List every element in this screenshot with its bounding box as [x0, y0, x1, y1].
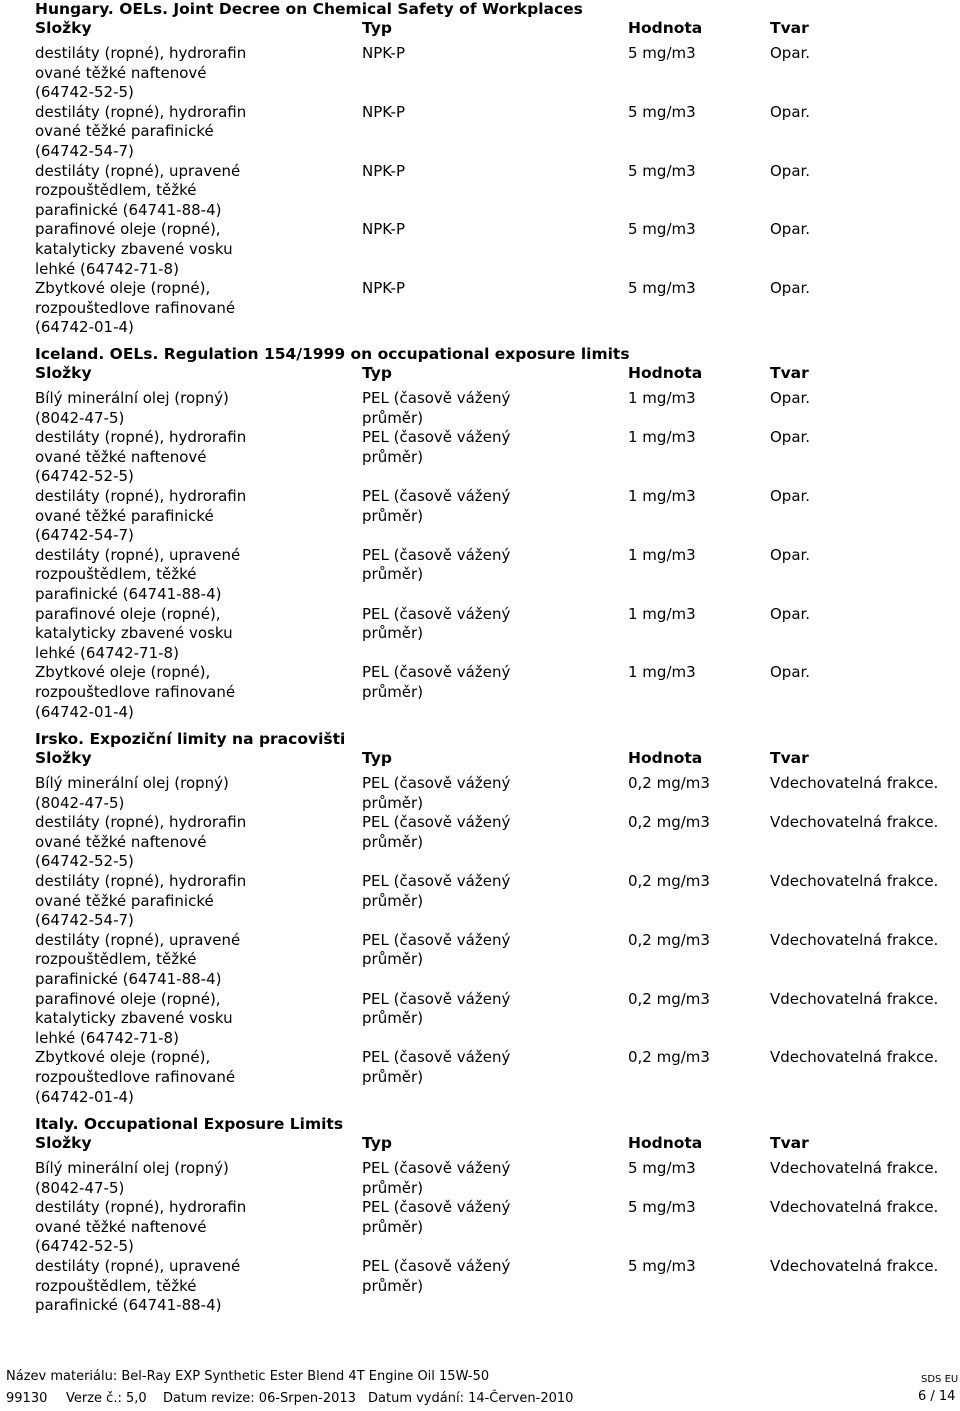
component-name-line: (64742-54-7): [35, 142, 134, 160]
component-name-line: (64742-52-5): [35, 1237, 134, 1256]
column-header-value: Hodnota: [628, 19, 703, 37]
component-name-line: parafinické (64741-88-4): [35, 200, 222, 219]
component-name-line: parafinové oleje (ropné),: [35, 989, 221, 1008]
limit-form: Vdechovatelná frakce.: [770, 930, 939, 949]
component-name-line: rozpouštedlove rafinované: [35, 683, 236, 701]
footer-version: Verze č.: 5,0: [66, 1391, 147, 1406]
component-name-line: ované těžké parafinické: [35, 122, 214, 141]
component-name-line: (64742-52-5): [35, 467, 134, 486]
limit-value: 1 mg/m3: [628, 545, 696, 564]
limit-type-line: PEL (časově vážený: [362, 604, 511, 623]
limit-value: 1 mg/m3: [628, 604, 696, 623]
component-name-line: Bílý minerální olej (ropný): [35, 1159, 229, 1177]
component-name-line: destiláty (ropné), hydrorafin: [35, 1198, 247, 1217]
limit-type-line: PEL (časově vážený: [362, 1048, 511, 1067]
limit-value: 5 mg/m3: [628, 1198, 696, 1217]
limit-type-line: PEL (časově vážený: [362, 1159, 511, 1177]
component-name-line: ované těžké naftenové: [35, 63, 207, 82]
limit-form: Vdechovatelná frakce.: [770, 1257, 939, 1275]
component-name-line: destiláty (ropné), hydrorafin: [35, 44, 247, 62]
limit-value: 1 mg/m3: [628, 389, 696, 407]
component-name-line: (64742-54-7): [35, 911, 134, 930]
component-name-line: (8042-47-5): [35, 408, 125, 427]
limit-type-line: průměr): [362, 891, 424, 910]
component-name-line: rozpouštedlove rafinované: [35, 1068, 236, 1086]
footer-product-code: 99130: [6, 1391, 48, 1406]
component-name-line: parafinické (64741-88-4): [35, 1296, 222, 1315]
limit-form: Vdechovatelná frakce.: [770, 813, 939, 832]
limit-type-line: průměr): [362, 1276, 424, 1295]
limit-form: Vdechovatelná frakce.: [770, 1048, 939, 1067]
limit-form: Vdechovatelná frakce.: [770, 1159, 939, 1177]
limit-type-line: PEL (časově vážený: [362, 930, 511, 949]
limit-type-line: NPK-P: [362, 102, 405, 121]
limit-type-line: průměr): [362, 506, 424, 525]
component-name-line: Bílý minerální olej (ropný): [35, 774, 229, 792]
limit-type-line: PEL (časově vážený: [362, 389, 511, 407]
limit-type-line: PEL (časově vážený: [362, 545, 511, 564]
component-name-line: lehké (64742-71-8): [35, 259, 179, 278]
footer-issue-date: Datum vydání: 14-Červen-2010: [368, 1391, 574, 1406]
component-name-line: katalyticky zbavené vosku: [35, 624, 233, 643]
limit-form: Opar.: [770, 604, 811, 623]
limit-form: Opar.: [770, 487, 811, 505]
section-title: Irsko. Expoziční limity na pracovišti: [35, 730, 346, 748]
component-name-line: Zbytkové oleje (ropné),: [35, 663, 211, 682]
limit-type-line: PEL (časově vážený: [362, 1257, 511, 1275]
column-header-components: Složky: [35, 364, 92, 382]
component-name-line: (64742-52-5): [35, 83, 134, 102]
limit-form: Opar.: [770, 428, 811, 447]
limit-type-line: NPK-P: [362, 44, 405, 62]
component-name-line: rozpouštědlem, těžké: [35, 181, 197, 200]
component-name-line: ované těžké naftenové: [35, 447, 207, 466]
component-name-line: ované těžké parafinické: [35, 506, 214, 525]
limit-type-line: průměr): [362, 832, 424, 851]
component-name-line: (8042-47-5): [35, 1178, 125, 1197]
component-name-line: parafinové oleje (ropné),: [35, 220, 221, 239]
limit-form: Opar.: [770, 102, 811, 121]
column-header-value: Hodnota: [628, 749, 703, 767]
component-name-line: lehké (64742-71-8): [35, 643, 179, 662]
section-title: Hungary. OELs. Joint Decree on Chemical Safety of Workplaces: [35, 0, 583, 18]
limit-type-line: průměr): [362, 1009, 424, 1028]
limit-type-line: průměr): [362, 565, 424, 584]
limit-form: Opar.: [770, 389, 811, 407]
limit-value: 0,2 mg/m3: [628, 1048, 710, 1067]
limit-value: 1 mg/m3: [628, 663, 696, 682]
limit-form: Vdechovatelná frakce.: [770, 989, 939, 1008]
limit-type-line: PEL (časově vážený: [362, 487, 511, 505]
footer-page-number: 6 / 14: [918, 1389, 956, 1404]
column-header-type: Typ: [362, 1134, 392, 1152]
limit-type-line: PEL (časově vážený: [362, 428, 511, 447]
component-name-line: destiláty (ropné), hydrorafin: [35, 487, 247, 505]
component-name-line: Zbytkové oleje (ropné),: [35, 279, 211, 298]
column-header-form: Tvar: [770, 19, 809, 37]
column-header-form: Tvar: [770, 1134, 809, 1152]
limit-value: 5 mg/m3: [628, 44, 696, 62]
component-name-line: Bílý minerální olej (ropný): [35, 389, 229, 407]
limit-value: 5 mg/m3: [628, 279, 696, 298]
limit-type-line: NPK-P: [362, 220, 405, 239]
component-name-line: (64742-52-5): [35, 852, 134, 871]
component-name-line: destiláty (ropné), hydrorafin: [35, 872, 247, 890]
limit-type-line: PEL (časově vážený: [362, 1198, 511, 1217]
component-name-line: (8042-47-5): [35, 793, 125, 812]
footer-sds-eu-label: SDS EU: [921, 1374, 959, 1385]
component-name-line: ované těžké naftenové: [35, 1217, 207, 1236]
section-title: Italy. Occupational Exposure Limits: [35, 1115, 344, 1133]
limit-value: 0,2 mg/m3: [628, 774, 710, 792]
limit-type-line: průměr): [362, 1178, 424, 1197]
component-name-line: rozpouštědlem, těžké: [35, 565, 197, 584]
limit-form: Opar.: [770, 663, 811, 682]
component-name-line: destiláty (ropné), upravené: [35, 1257, 241, 1275]
limit-form: Opar.: [770, 545, 811, 564]
component-name-line: rozpouštědlem, těžké: [35, 950, 197, 969]
limit-form: Opar.: [770, 279, 811, 298]
component-name-line: (64742-01-4): [35, 1087, 134, 1106]
column-header-value: Hodnota: [628, 1134, 703, 1152]
component-name-line: rozpouštědlem, těžké: [35, 1276, 197, 1295]
limit-value: 1 mg/m3: [628, 487, 696, 505]
column-header-components: Složky: [35, 1134, 92, 1152]
limit-value: 0,2 mg/m3: [628, 930, 710, 949]
limit-type-line: NPK-P: [362, 279, 405, 298]
component-name-line: ované těžké parafinické: [35, 891, 214, 910]
column-header-type: Typ: [362, 364, 392, 382]
column-header-type: Typ: [362, 19, 392, 37]
limit-type-line: PEL (časově vážený: [362, 872, 511, 890]
limit-type-line: PEL (časově vážený: [362, 774, 511, 792]
limit-type-line: průměr): [362, 1068, 424, 1086]
column-header-components: Složky: [35, 749, 92, 767]
component-name-line: (64742-01-4): [35, 702, 134, 721]
limit-form: Opar.: [770, 220, 811, 239]
limit-type-line: průměr): [362, 683, 424, 701]
limit-value: 0,2 mg/m3: [628, 989, 710, 1008]
limit-type-line: průměr): [362, 1217, 424, 1236]
component-name-line: parafinické (64741-88-4): [35, 585, 222, 603]
column-header-value: Hodnota: [628, 364, 703, 382]
component-name-line: destiláty (ropné), upravené: [35, 930, 241, 949]
column-header-form: Tvar: [770, 364, 809, 382]
component-name-line: ované těžké naftenové: [35, 832, 207, 851]
limit-form: Opar.: [770, 44, 811, 62]
component-name-line: destiláty (ropné), upravené: [35, 161, 241, 180]
limit-type-line: NPK-P: [362, 161, 405, 180]
limit-form: Vdechovatelná frakce.: [770, 774, 939, 792]
component-name-line: rozpouštedlove rafinované: [35, 298, 236, 317]
section-title: Iceland. OELs. Regulation 154/1999 on occupational exposure limits: [35, 345, 630, 363]
component-name-line: parafinové oleje (ropné),: [35, 604, 221, 623]
component-name-line: (64742-01-4): [35, 318, 134, 337]
component-name-line: destiláty (ropné), hydrorafin: [35, 813, 247, 832]
limit-type-line: průměr): [362, 624, 424, 643]
limit-form: Vdechovatelná frakce.: [770, 1198, 939, 1217]
limit-type-line: průměr): [362, 408, 424, 427]
limit-type-line: průměr): [362, 447, 424, 466]
limit-value: 5 mg/m3: [628, 102, 696, 121]
component-name-line: Zbytkové oleje (ropné),: [35, 1048, 211, 1067]
column-header-components: Složky: [35, 19, 92, 37]
limit-form: Vdechovatelná frakce.: [770, 872, 939, 890]
limit-value: 1 mg/m3: [628, 428, 696, 447]
limit-value: 5 mg/m3: [628, 1257, 696, 1275]
component-name-line: destiláty (ropné), hydrorafin: [35, 102, 247, 121]
limit-type-line: průměr): [362, 793, 424, 812]
limit-type-line: průměr): [362, 950, 424, 969]
component-name-line: katalyticky zbavené vosku: [35, 1009, 233, 1028]
limit-type-line: PEL (časově vážený: [362, 663, 511, 682]
component-name-line: destiláty (ropné), upravené: [35, 545, 241, 564]
limit-value: 5 mg/m3: [628, 1159, 696, 1177]
component-name-line: destiláty (ropné), hydrorafin: [35, 428, 247, 447]
column-header-form: Tvar: [770, 749, 809, 767]
limit-value: 0,2 mg/m3: [628, 872, 710, 890]
limit-value: 5 mg/m3: [628, 220, 696, 239]
limit-type-line: PEL (časově vážený: [362, 813, 511, 832]
limit-form: Opar.: [770, 161, 811, 180]
component-name-line: lehké (64742-71-8): [35, 1028, 179, 1047]
column-header-type: Typ: [362, 749, 392, 767]
limit-type-line: PEL (časově vážený: [362, 989, 511, 1008]
component-name-line: (64742-54-7): [35, 526, 134, 545]
component-name-line: parafinické (64741-88-4): [35, 970, 222, 988]
footer-material-name: Název materiálu: Bel-Ray EXP Synthetic Ester Blend 4T Engine Oil 15W-50: [6, 1369, 490, 1384]
footer-revision-date: Datum revize: 06-Srpen-2013: [163, 1391, 356, 1406]
limit-value: 5 mg/m3: [628, 161, 696, 180]
limit-value: 0,2 mg/m3: [628, 813, 710, 832]
component-name-line: katalyticky zbavené vosku: [35, 240, 233, 258]
